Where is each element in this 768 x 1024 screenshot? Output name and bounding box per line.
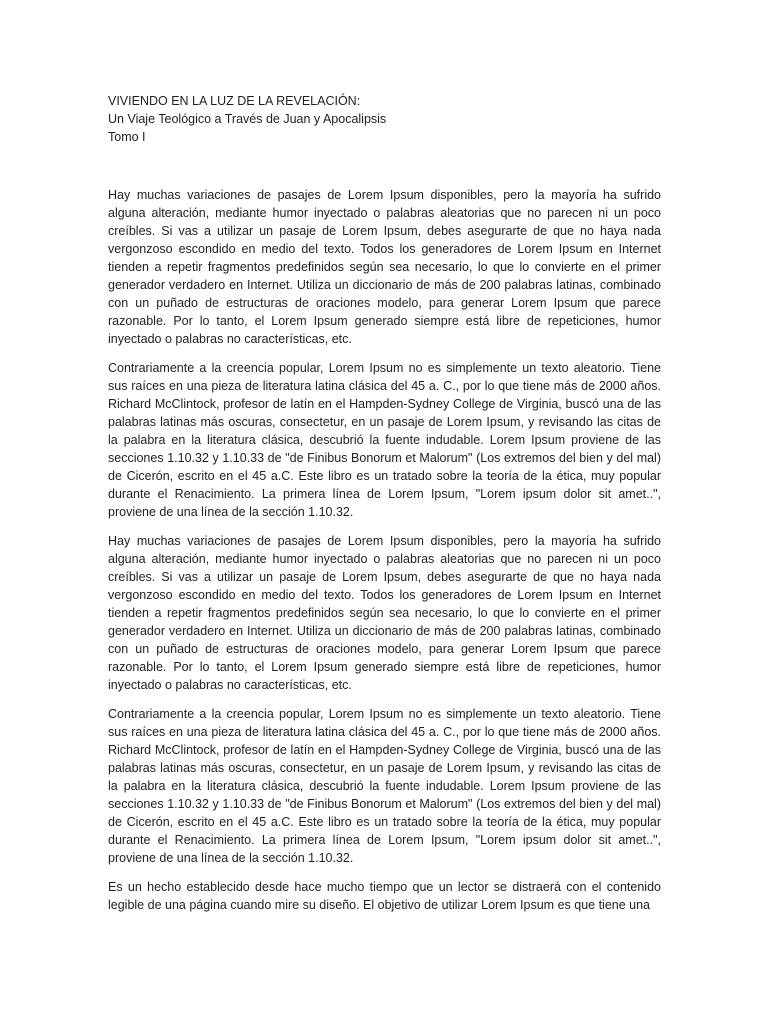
document-volume: Tomo I bbox=[108, 130, 146, 144]
title-block bbox=[108, 92, 661, 146]
document-content bbox=[108, 92, 661, 925]
body-paragraph-5: Es un hecho establecido desde hace mucho tiempo que un lector se distraerá con el contenido legible de una página cuando mire su diseño. El objetivo de utilizar Lorem Ipsum es que tiene una bbox=[108, 880, 661, 912]
document-title: VIVIENDO EN LA LUZ DE LA REVELACIÓN: bbox=[108, 94, 361, 108]
body-paragraph-4: Contrariamente a la creencia popular, Lorem Ipsum no es simplemente un texto aleatorio. Tiene sus raíces en una pieza de literatura latina clásica del 45 a. C., por lo que tiene más de 2000 años. Richard McClintock, profesor de latín en el Hampden-Sydney College de Virginia, buscó una de las palabras latinas más oscuras, consectetur, en un pasaje de Lorem Ipsum, y revisando las citas de la palabra en la literatura clásica, descubrió la fuente indudable. Lorem Ipsum proviene de las secciones 1.10.32 y 1.10.33 de "de Finibus Bonorum et Malorum" (Los extremos del bien y del mal) de Cicerón, escrito en el 45 a.C. Este libro es un tratado sobre la teoría de la ética, muy popular durante el Renacimiento. La primera línea de Lorem Ipsum, "Lorem ipsum dolor sit amet..", proviene de una línea de la sección 1.10.32. bbox=[108, 707, 661, 865]
body-paragraph-1: Hay muchas variaciones de pasajes de Lorem Ipsum disponibles, pero la mayoría ha sufrido alguna alteración, mediante humor inyectado o palabras aleatorias que no parecen ni un poco creíbles. Si vas a utilizar un pasaje de Lorem Ipsum, debes asegurarte de que no haya nada vergonzoso escondido en medio del texto. Todos los generadores de Lorem Ipsum en Internet tienden a repetir fragmentos predefinidos según sea necesario, lo que lo convierte en el primer generador verdadero en Internet. Utiliza un diccionario de más de 200 palabras latinas, combinado con un puñado de estructuras de oraciones modelo, para generar Lorem Ipsum que parece razonable. Por lo tanto, el Lorem Ipsum generado siempre está libre de repeticiones, humor inyectado o palabras no características, etc. bbox=[108, 188, 661, 346]
body-paragraph-2: Contrariamente a la creencia popular, Lorem Ipsum no es simplemente un texto aleatorio. Tiene sus raíces en una pieza de literatura latina clásica del 45 a. C., por lo que tiene más de 2000 años. Richard McClintock, profesor de latín en el Hampden-Sydney College de Virginia, buscó una de las palabras latinas más oscuras, consectetur, en un pasaje de Lorem Ipsum, y revisando las citas de la palabra en la literatura clásica, descubrió la fuente indudable. Lorem Ipsum proviene de las secciones 1.10.32 y 1.10.33 de "de Finibus Bonorum et Malorum" (Los extremos del bien y del mal) de Cicerón, escrito en el 45 a.C. Este libro es un tratado sobre la teoría de la ética, muy popular durante el Renacimiento. La primera línea de Lorem Ipsum, "Lorem ipsum dolor sit amet..", proviene de una línea de la sección 1.10.32. bbox=[108, 361, 661, 519]
document-subtitle: Un Viaje Teológico a Través de Juan y Apocalipsis bbox=[108, 112, 387, 126]
body-paragraph-3: Hay muchas variaciones de pasajes de Lorem Ipsum disponibles, pero la mayoría ha sufrido alguna alteración, mediante humor inyectado o palabras aleatorias que no parecen ni un poco creíbles. Si vas a utilizar un pasaje de Lorem Ipsum, debes asegurarte de que no haya nada vergonzoso escondido en medio del texto. Todos los generadores de Lorem Ipsum en Internet tienden a repetir fragmentos predefinidos según sea necesario, lo que lo convierte en el primer generador verdadero en Internet. Utiliza un diccionario de más de 200 palabras latinas, combinado con un puñado de estructuras de oraciones modelo, para generar Lorem Ipsum que parece razonable. Por lo tanto, el Lorem Ipsum generado siempre está libre de repeticiones, humor inyectado o palabras no características, etc. bbox=[108, 534, 661, 692]
